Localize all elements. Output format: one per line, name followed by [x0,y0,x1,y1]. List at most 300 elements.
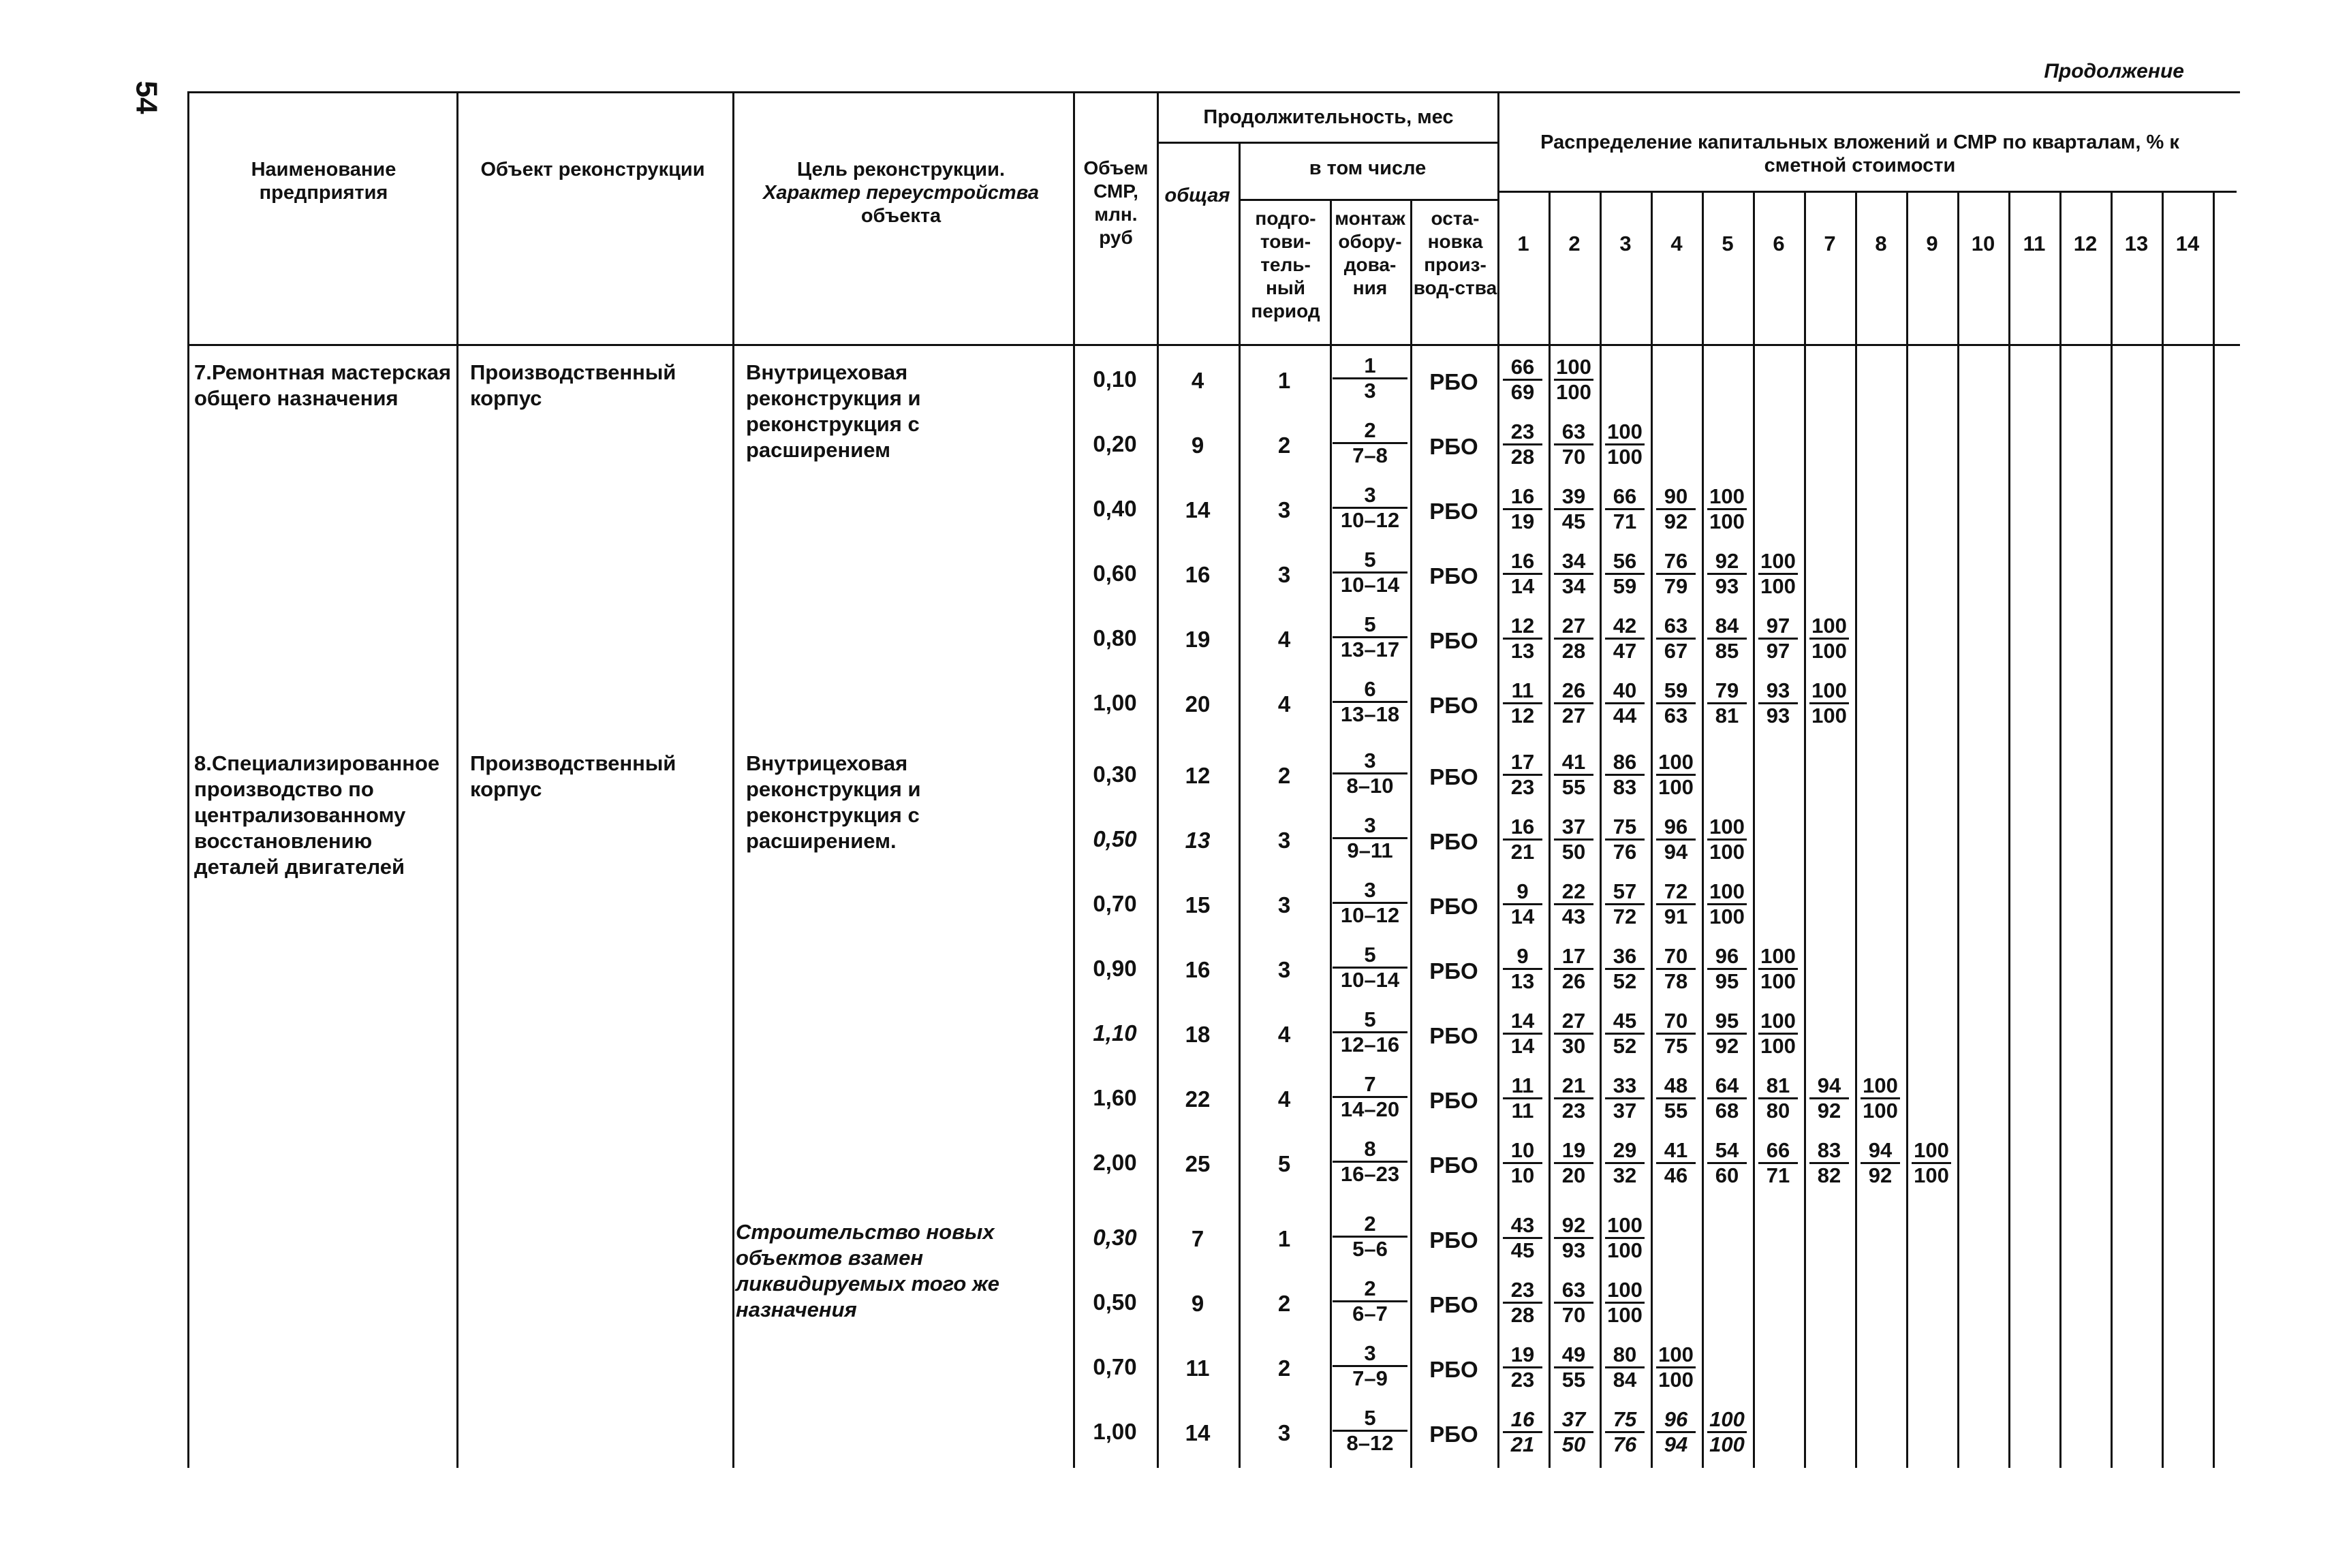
quarter-fraction [1554,356,1593,404]
quarter-fraction [1605,1279,1645,1327]
quarter-fraction [1912,1139,1951,1187]
quarter-investment: 16 [1510,549,1535,573]
volume-cell: 1,00 [1093,1419,1137,1444]
quarter-investment: 19 [1561,1138,1586,1162]
quarter-investment: 75 [1613,815,1637,838]
mount-fraction [1333,1138,1407,1186]
quarter-construction: 91 [1656,903,1696,928]
page-number: 54 [129,80,164,114]
quarter-construction: 100 [1656,1366,1696,1392]
quarter-construction: 94 [1656,838,1696,864]
quarter-fraction [1707,1009,1747,1058]
volume-cell: 0,30 [1093,762,1137,787]
quarter-fraction [1503,1139,1542,1187]
quarter-investment: 17 [1510,750,1535,774]
mount-denominator: 14–20 [1333,1096,1407,1121]
quarter-header: 2 [1568,232,1581,255]
mount-numerator: 3 [1364,1341,1376,1365]
total-duration-cell: 9 [1191,433,1204,458]
quarters-rule [1497,191,2237,193]
quarter-construction: 27 [1554,702,1593,727]
quarter-construction: 70 [1554,443,1593,469]
mount-fraction [1333,879,1407,927]
quarter-investment: 81 [1766,1073,1790,1097]
volume-cell: 0,90 [1093,956,1137,981]
column-rule [1600,191,1602,1468]
quarter-construction: 47 [1605,638,1645,663]
quarter-investment: 34 [1561,549,1586,573]
quarter-fraction [1605,1139,1645,1187]
quarter-construction: 100 [1707,1431,1747,1456]
column-rule [2008,191,2010,1468]
quarter-investment: 75 [1613,1407,1637,1431]
quarter-fraction [1656,485,1696,533]
quarter-construction: 100 [1758,573,1798,598]
quarter-fraction [1707,815,1747,864]
quarter-investment: 100 [1709,815,1745,838]
volume-cell: 0,80 [1093,625,1137,650]
quarter-investment: 16 [1510,1407,1535,1431]
quarter-investment: 16 [1510,484,1535,508]
quarter-construction: 100 [1605,1237,1645,1262]
volume-cell: 0,20 [1093,431,1137,456]
quarter-construction: 59 [1605,573,1645,598]
header-stop: оста-новка произ-вод-ства [1413,208,1497,298]
mount-fraction [1333,1342,1407,1390]
quarter-construction: 100 [1707,838,1747,864]
quarter-investment: 27 [1561,1009,1586,1033]
quarter-construction: 52 [1605,1033,1645,1058]
stop-production-cell: РБО [1429,1227,1478,1253]
quarter-fraction [1554,1009,1593,1058]
quarter-fraction [1503,815,1542,864]
mount-fraction [1333,749,1407,798]
quarter-fraction [1707,485,1747,533]
mount-fraction [1333,1073,1407,1121]
quarter-investment: 19 [1510,1343,1535,1366]
quarter-construction: 12 [1503,702,1542,727]
header-goal-line2: Характер переустройства [763,182,1039,204]
quarter-construction: 93 [1758,702,1798,727]
header-total: общая [1164,185,1230,206]
mount-numerator: 8 [1364,1137,1376,1161]
column-rule [2059,191,2061,1468]
group-7-object: Производственный корпус [470,360,676,410]
stop-production-cell: РБО [1429,1023,1478,1048]
mount-fraction [1333,1212,1407,1261]
column-rule [1702,191,1704,1468]
quarter-investment: 96 [1664,815,1688,838]
quarter-construction: 67 [1656,638,1696,663]
volume-cell: 1,60 [1093,1085,1137,1110]
mount-fraction [1333,1407,1407,1455]
header-volume: Объем СМР, млн. руб [1083,157,1149,248]
quarter-fraction [1503,614,1542,663]
quarter-fraction [1605,1074,1645,1123]
quarter-investment: 93 [1766,678,1790,702]
quarter-investment: 40 [1613,678,1637,702]
quarter-construction: 19 [1503,508,1542,533]
quarter-construction: 92 [1809,1097,1849,1123]
quarter-header: 14 [2175,232,2200,255]
quarter-fraction [1656,679,1696,727]
mount-fraction [1333,548,1407,597]
quarter-fraction [1758,550,1798,598]
quarter-fraction [1554,751,1593,799]
quarter-investment: 33 [1613,1073,1637,1097]
quarter-construction: 100 [1809,638,1849,663]
quarter-investment: 45 [1613,1009,1637,1033]
quarter-fraction [1503,1214,1542,1262]
quarter-investment: 17 [1561,944,1586,968]
quarter-fraction [1503,485,1542,533]
quarter-header: 12 [2073,232,2098,255]
stop-production-cell: РБО [1429,1292,1478,1317]
quarter-fraction [1758,1139,1798,1187]
stop-production-cell: РБО [1429,1088,1478,1113]
quarter-construction: 32 [1605,1162,1645,1187]
quarter-fraction [1554,1408,1593,1456]
quarter-fraction [1554,485,1593,533]
quarter-investment: 83 [1817,1138,1841,1162]
column-rule [1410,199,1412,1468]
quarter-construction: 23 [1554,1097,1593,1123]
prep-period-cell: 3 [1277,892,1291,918]
volume-cell: 0,70 [1093,1354,1137,1379]
quarter-investment: 100 [1811,678,1847,702]
prep-period-cell: 4 [1277,691,1291,717]
mount-numerator: 7 [1364,1072,1376,1096]
quarter-investment: 22 [1561,879,1586,903]
prep-period-cell: 2 [1277,1291,1291,1316]
quarter-investment: 100 [1607,420,1643,443]
quarter-construction: 69 [1503,379,1542,404]
quarter-investment: 16 [1510,815,1535,838]
volume-cell: 0,50 [1093,1289,1137,1315]
quarter-investment: 96 [1664,1407,1688,1431]
quarter-header: 13 [2124,232,2149,255]
mount-numerator: 5 [1364,1007,1376,1031]
column-rule [2111,191,2113,1468]
quarter-construction: 55 [1656,1097,1696,1123]
mount-numerator: 3 [1364,749,1376,772]
quarter-fraction [1707,1074,1747,1123]
mount-fraction [1333,484,1407,532]
quarter-investment: 100 [1607,1213,1643,1237]
quarter-fraction [1554,679,1593,727]
prep-period-cell: 4 [1277,627,1291,652]
quarter-investment: 39 [1561,484,1586,508]
quarter-investment: 9 [1516,879,1529,903]
quarter-fraction [1503,1343,1542,1392]
column-rule [1239,142,1241,1468]
mount-numerator: 2 [1364,418,1376,442]
mount-numerator: 3 [1364,878,1376,902]
header-object: Объект реконструкции [480,159,705,181]
quarter-construction: 93 [1707,573,1747,598]
quarter-construction: 21 [1503,1431,1542,1456]
quarter-construction: 100 [1861,1097,1900,1123]
group-8-object: Производственный корпус [470,751,676,801]
header-duration: Продолжительность, мес [1203,106,1454,128]
quarter-construction: 71 [1758,1162,1798,1187]
quarter-fraction [1656,880,1696,928]
header-mount: монтаж обору-дова-ния [1335,208,1405,298]
quarter-investment: 42 [1613,614,1637,638]
header-goal [732,158,1070,228]
mount-fraction [1333,814,1407,862]
quarter-investment: 90 [1664,484,1688,508]
prep-period-cell: 5 [1277,1151,1291,1176]
quarter-fraction [1809,1139,1849,1187]
mount-denominator: 13–18 [1333,701,1407,726]
column-rule [1651,191,1653,1468]
total-duration-cell: 19 [1185,627,1211,652]
total-duration-cell: 7 [1191,1226,1204,1251]
quarter-fraction [1554,880,1593,928]
quarter-investment: 97 [1766,614,1790,638]
quarter-investment: 100 [1811,614,1847,638]
quarter-construction: 21 [1503,838,1542,864]
including-rule [1239,199,1497,201]
column-rule [1753,191,1755,1468]
quarter-investment: 14 [1510,1009,1535,1033]
mount-numerator: 6 [1364,677,1376,701]
stop-production-cell: РБО [1429,958,1478,984]
quarter-investment: 10 [1510,1138,1535,1162]
quarter-construction: 100 [1554,379,1593,404]
stop-production-cell: РБО [1429,894,1478,919]
quarter-construction: 82 [1809,1162,1849,1187]
quarter-fraction [1554,815,1593,864]
quarter-investment: 23 [1510,420,1535,443]
quarter-fraction [1605,880,1645,928]
quarter-construction: 50 [1554,838,1593,864]
mount-denominator: 13–17 [1333,636,1407,661]
quarter-fraction [1758,1009,1798,1058]
mount-denominator: 3 [1333,377,1407,403]
total-duration-cell: 22 [1185,1086,1211,1112]
column-rule [1073,91,1075,1468]
quarter-construction: 70 [1554,1302,1593,1327]
prep-period-cell: 3 [1277,1420,1291,1445]
mount-denominator: 10–12 [1333,507,1407,532]
column-rule [1497,91,1499,1468]
quarter-construction: 100 [1707,508,1747,533]
quarter-construction: 55 [1554,774,1593,799]
prep-period-cell: 3 [1277,497,1291,522]
mount-denominator: 9–11 [1333,837,1407,862]
quarter-construction: 23 [1503,1366,1542,1392]
quarter-construction: 100 [1605,1302,1645,1327]
quarter-investment: 37 [1561,815,1586,838]
quarter-fraction [1503,420,1542,469]
quarter-construction: 28 [1554,638,1593,663]
quarter-construction: 43 [1554,903,1593,928]
total-duration-cell: 13 [1185,828,1211,853]
quarter-fraction [1503,1279,1542,1327]
column-rule [2162,191,2164,1468]
mount-fraction [1333,354,1407,403]
quarter-construction: 100 [1707,903,1747,928]
quarter-fraction [1554,614,1593,663]
quarter-fraction [1656,945,1696,993]
column-rule [187,91,189,1468]
quarter-construction: 94 [1656,1431,1696,1456]
quarter-investment: 9 [1516,944,1529,968]
total-duration-cell: 4 [1191,368,1204,393]
quarter-investment: 100 [1709,879,1745,903]
mount-denominator: 10–14 [1333,967,1407,992]
quarter-construction: 34 [1554,573,1593,598]
quarter-construction: 20 [1554,1162,1593,1187]
quarter-investment: 70 [1664,1009,1688,1033]
mount-denominator: 7–9 [1333,1365,1407,1390]
quarter-investment: 100 [1709,484,1745,508]
quarter-fraction [1605,679,1645,727]
total-duration-cell: 25 [1185,1151,1211,1176]
mount-denominator: 8–10 [1333,772,1407,798]
prep-period-cell: 2 [1277,1355,1291,1381]
quarter-investment: 12 [1510,614,1535,638]
quarter-fraction [1707,945,1747,993]
quarter-fraction [1656,815,1696,864]
stop-production-cell: РБО [1429,1153,1478,1178]
quarter-fraction [1605,420,1645,469]
volume-cell: 0,50 [1093,826,1137,851]
quarter-construction: 92 [1707,1033,1747,1058]
quarter-fraction [1503,880,1542,928]
prep-period-cell: 3 [1277,562,1291,587]
volume-cell: 0,10 [1093,366,1137,392]
quarter-construction: 92 [1861,1162,1900,1187]
quarter-fraction [1605,1009,1645,1058]
quarter-fraction [1605,550,1645,598]
prep-period-cell: 3 [1277,957,1291,982]
quarter-construction: 100 [1656,774,1696,799]
quarter-construction: 14 [1503,903,1542,928]
quarter-header: 5 [1722,232,1734,255]
quarter-investment: 21 [1561,1073,1586,1097]
quarter-header: 9 [1926,232,1938,255]
quarter-investment: 72 [1664,879,1688,903]
quarter-construction: 13 [1503,638,1542,663]
header-prep: подго-тови-тель-ный период [1251,208,1320,322]
quarter-fraction [1656,1074,1696,1123]
quarter-construction: 85 [1707,638,1747,663]
quarter-construction: 97 [1758,638,1798,663]
mount-denominator: 10–12 [1333,902,1407,927]
quarter-investment: 86 [1613,750,1637,774]
header-distribution: Распределение капитальных вложений и СМР по кварталам, % к сметной стоимости [1540,131,2179,176]
quarter-header: 1 [1517,232,1529,255]
quarter-construction: 71 [1605,508,1645,533]
mount-fraction [1333,613,1407,661]
quarter-construction: 100 [1758,1033,1798,1058]
quarter-construction: 30 [1554,1033,1593,1058]
column-rule [456,91,458,1468]
header-goal-line3: объекта [860,205,942,227]
quarter-investment: 79 [1715,678,1739,702]
total-duration-cell: 18 [1185,1022,1211,1047]
quarter-investment: 11 [1511,678,1534,702]
quarter-investment: 41 [1664,1138,1688,1162]
quarter-fraction [1656,550,1696,598]
group-8-enterprise: 8.Специализированное производство по централизованному восстановлению деталей двигателей [194,751,440,879]
volume-cell: 0,70 [1093,891,1137,916]
quarter-fraction [1707,1139,1747,1187]
table-top-rule [187,91,2240,93]
quarter-construction: 60 [1707,1162,1747,1187]
prep-period-cell: 1 [1277,1226,1291,1251]
mount-denominator: 12–16 [1333,1031,1407,1056]
column-rule [732,91,734,1468]
stop-production-cell: РБО [1429,434,1478,459]
quarter-fraction [1707,679,1747,727]
quarter-construction: 76 [1605,838,1645,864]
quarter-construction: 26 [1554,968,1593,993]
quarter-investment: 57 [1613,879,1637,903]
quarter-investment: 100 [1556,355,1591,379]
quarter-construction: 10 [1503,1162,1542,1187]
quarter-investment: 66 [1510,355,1535,379]
quarter-fraction [1554,1074,1593,1123]
quarter-investment: 80 [1613,1343,1637,1366]
prep-period-cell: 1 [1277,368,1291,393]
column-rule [1157,91,1159,1468]
quarter-investment: 63 [1561,420,1586,443]
quarter-fraction [1656,1139,1696,1187]
mount-denominator: 10–14 [1333,571,1407,597]
quarter-header: 7 [1824,232,1836,255]
quarter-construction: 37 [1605,1097,1645,1123]
quarter-investment: 92 [1561,1213,1586,1237]
quarter-investment: 48 [1664,1073,1688,1097]
stop-production-cell: РБО [1429,764,1478,789]
quarter-fraction [1554,945,1593,993]
quarter-construction: 100 [1912,1162,1951,1187]
quarter-investment: 36 [1613,944,1637,968]
column-rule [1804,191,1806,1468]
quarter-fraction [1758,614,1798,663]
prep-period-cell: 4 [1277,1086,1291,1112]
prep-period-cell: 3 [1277,828,1291,853]
quarter-investment: 100 [1914,1138,1949,1162]
stop-production-cell: РБО [1429,563,1478,589]
quarter-investment: 100 [1709,1407,1745,1431]
quarter-investment: 64 [1715,1073,1739,1097]
stop-production-cell: РБО [1429,1422,1478,1447]
quarter-fraction [1605,614,1645,663]
quarter-investment: 56 [1613,549,1637,573]
volume-cell: 2,00 [1093,1150,1137,1175]
quarter-construction: 44 [1605,702,1645,727]
quarter-fraction [1503,1074,1542,1123]
quarter-investment: 92 [1715,549,1739,573]
quarter-construction: 100 [1758,968,1798,993]
quarter-fraction [1809,1074,1849,1123]
quarter-construction: 79 [1656,573,1696,598]
quarter-investment: 100 [1607,1278,1643,1302]
mount-denominator: 7–8 [1333,442,1407,467]
quarter-construction: 76 [1605,1431,1645,1456]
quarter-header: 3 [1619,232,1632,255]
group-7-enterprise: 7.Ремонтная мастерская общего назначения [194,360,452,410]
quarter-fraction [1503,1009,1542,1058]
quarter-construction: 45 [1503,1237,1542,1262]
quarter-construction: 80 [1758,1097,1798,1123]
quarter-fraction [1758,1074,1798,1123]
